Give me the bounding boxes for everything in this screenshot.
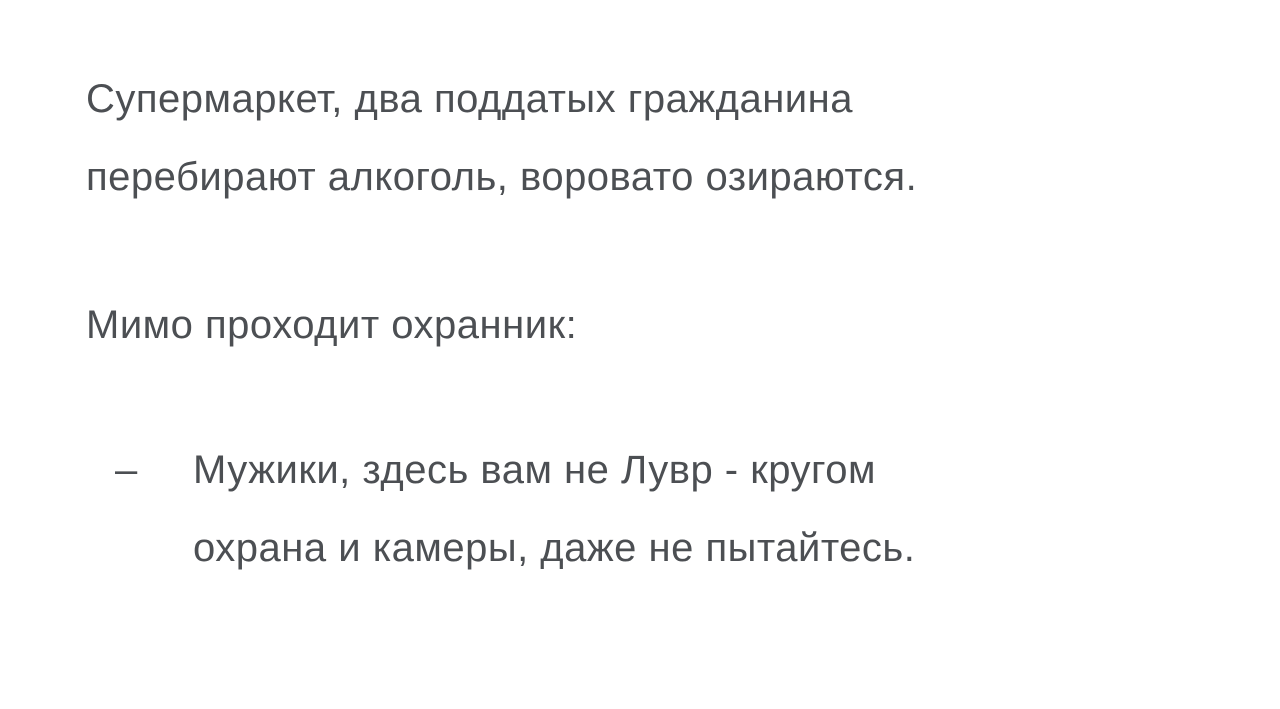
narration-paragraph-2 (86, 286, 1240, 364)
dialogue-line: охрана и камеры, даже не пытайтесь. (193, 526, 916, 570)
dialogue-text (193, 431, 915, 587)
narration-line: Супермаркет, два поддатых гражданина (86, 77, 853, 121)
narration-line: Мимо проходит охранник: (86, 303, 578, 347)
dialogue-dash: – (115, 448, 138, 492)
dialogue-block (86, 431, 1240, 587)
dialogue-line: Мужики, здесь вам не Лувр - кругом (193, 448, 876, 492)
narration-paragraph-1 (86, 60, 1240, 216)
narration-line: перебирают алкоголь, воровато озираются. (86, 155, 918, 199)
